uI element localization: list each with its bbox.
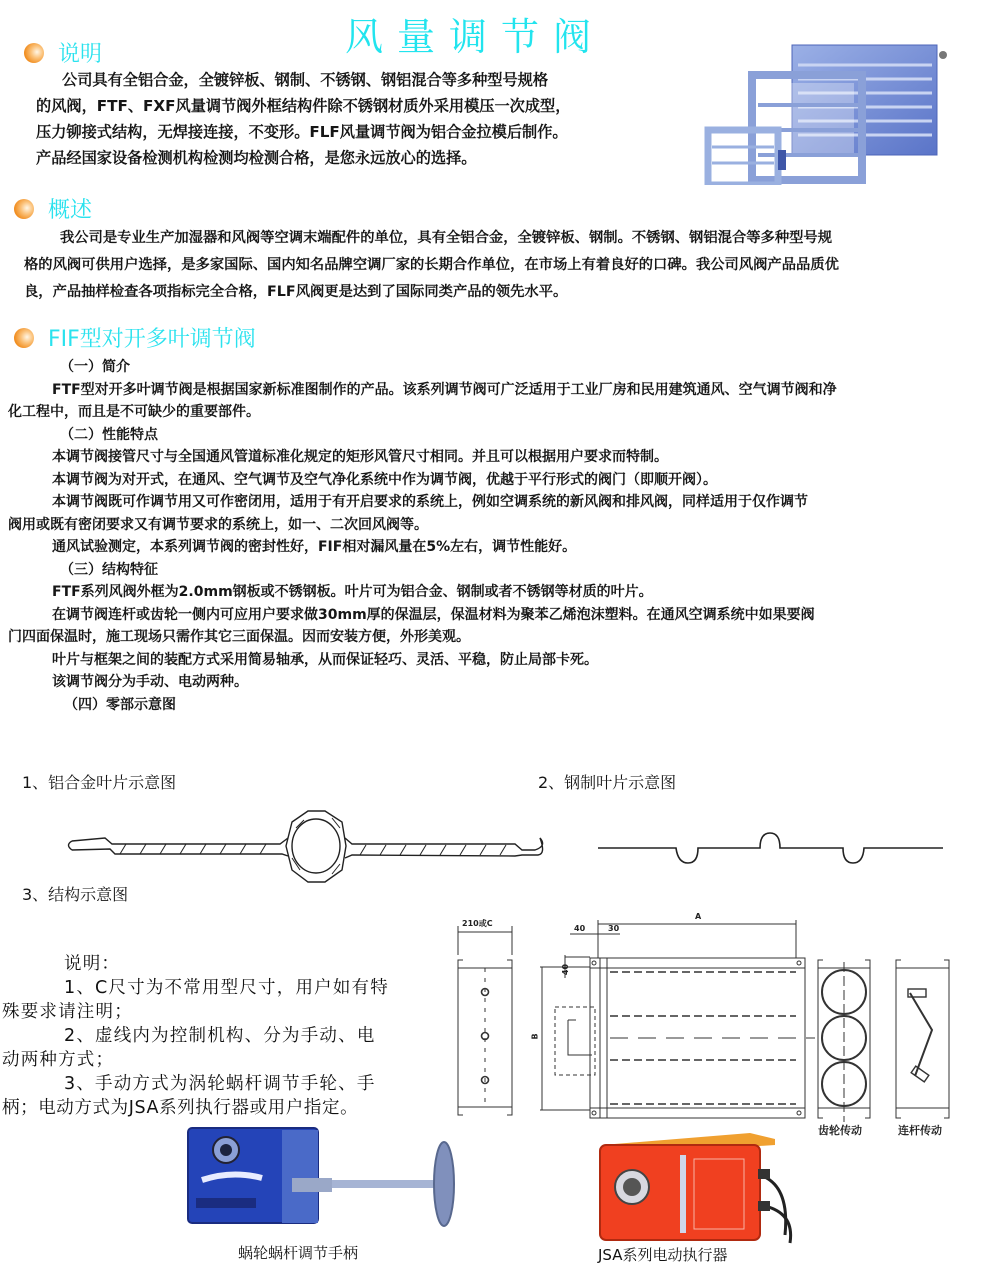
bullet-icon: [24, 43, 44, 63]
structure-diagram: [450, 910, 1000, 1140]
note-line: 殊要求请注明；: [2, 1002, 133, 1022]
body-line: 叶片与框架之间的装配方式采用简易轴承，从而保证轻巧、灵活、平稳，防止局部卡死。: [52, 651, 598, 668]
figure-label-steel-blade: 2、钢制叶片示意图: [538, 773, 677, 792]
intro-paragraph: [36, 67, 676, 171]
linkage-drive-label: 连杆传动: [898, 1124, 942, 1137]
notes-title: 说明：: [64, 954, 121, 974]
subsection-title: （三）结构特征: [60, 561, 158, 578]
subsection-title: （一）简介: [60, 359, 130, 375]
body-line: 阀用或既有密闭要求又有调节要求的系统上，如一、二次回风阀等。: [8, 516, 428, 533]
body-line: FTF系列风阀外框为2.0mm钢板或不锈钢板。叶片可为铝合金、钢制或者不锈钢等材质的叶片。: [52, 584, 653, 600]
dim-c-label: 210或C: [462, 919, 493, 928]
page-title: 风量调节阀: [345, 15, 606, 59]
section-heading-fif: [14, 322, 256, 353]
overview-line: 格的风阀可供用户选择，是多家国际、国内知名品牌空调厂家的长期合作单位，在市场上有着良好的口碑。我公司风阀产品品质优: [24, 257, 839, 273]
dim-b-label: B: [530, 1033, 540, 1040]
subsection-title: （二）性能特点: [60, 426, 158, 443]
overview-line: 我公司是专业生产加湿器和风阀等空调末端配件的单位，具有全铝合金，全镀锌板、钢制。不锈钢、钢铝混合等多种型号规: [60, 230, 833, 246]
body-line: 通风试验测定，本系列调节阀的密封性好，FIF相对漏风量在5%左右，调节性能好。: [52, 539, 577, 555]
body-line: 化工程中，而且是不可缺少的重要部件。: [8, 404, 260, 420]
section-heading-label: 概述: [48, 198, 93, 223]
note-line: 动两种方式；: [2, 1050, 115, 1070]
notes-block: [2, 952, 442, 1120]
bullet-icon: [14, 328, 34, 348]
section-heading-label: 说明: [58, 42, 103, 67]
dim-30-label: 30: [608, 924, 620, 933]
note-line: 柄；电动方式为JSA系列执行器或用户指定。: [2, 1098, 359, 1118]
bullet-icon: [14, 199, 34, 219]
worm-gear-handle-photo: [182, 1120, 472, 1240]
note-line: 2、虚线内为控制机构、分为手动、电: [64, 1026, 376, 1046]
intro-line: 的风阀，FTF、FXF风量调节阀外框结构件除不锈钢材质外采用模压一次成型，: [36, 97, 571, 115]
body-line: 在调节阀连杆或齿轮一侧内可应用户要求做30mm厚的保温层，保温材料为聚苯乙烯泡沫塑料。在通风空调系统中如果要阀: [52, 606, 815, 623]
dim-40-vertical-label: 40: [561, 963, 571, 976]
figure-label-aluminum-blade: 1、铝合金叶片示意图: [22, 773, 177, 792]
gear-drive-label: 齿轮传动: [818, 1124, 862, 1137]
figure-label-structure: 3、结构示意图: [22, 885, 129, 904]
note-line: 1、C尺寸为不常用型尺寸，用户如有特: [64, 978, 389, 998]
steel-blade-diagram: [598, 825, 948, 875]
aluminum-blade-diagram: [60, 808, 560, 888]
section-heading-overview: [14, 193, 92, 224]
subsection-title: （四）零部示意图: [64, 696, 176, 713]
body-line: 门四面保温时，施工现场只需作其它三面保温。因而安装方便，外形美观。: [8, 629, 470, 645]
note-line: 3、手动方式为涡轮蜗杆调节手轮、手: [64, 1074, 376, 1094]
body-line: 该调节阀分为手动、电动两种。: [52, 674, 248, 690]
fif-body: [8, 356, 993, 716]
overview-line: 良，产品抽样检查各项指标完全合格，FLF风阀更是达到了国际同类产品的领先水平。: [24, 284, 568, 300]
electric-actuator-caption: JSA系列电动执行器: [598, 1246, 728, 1264]
overview-paragraph: [24, 225, 994, 306]
electric-actuator-photo: [590, 1125, 805, 1250]
worm-gear-handle-caption: 蜗轮蜗杆调节手柄: [238, 1244, 359, 1262]
intro-line: 产品经国家设备检测机构检测均检测合格，是您永远放心的选择。: [36, 149, 477, 167]
intro-line: 公司具有全铝合金，全镀锌板、钢制、不锈钢、钢铝混合等多种型号规格: [62, 71, 548, 89]
body-line: 本调节阀既可作调节用又可作密闭用，适用于有开启要求的系统上，例如空调系统的新风阀和排风阀，同样适用于仅作调节: [52, 494, 808, 510]
body-line: 本调节阀为对开式，在通风、空气调节及空气净化系统中作为调节阀，优越于平行形式的阀门（即顺开阀）。: [52, 471, 717, 488]
section-heading-intro: [24, 37, 102, 68]
body-line: FTF型对开多叶调节阀是根据国家新标准图制作的产品。该系列调节阀可广泛适用于工业厂房和民用建筑通风、空气调节阀和净: [52, 381, 837, 398]
dim-a-label: A: [695, 912, 702, 921]
intro-line: 压力铆接式结构，无焊接连接，不变形。FLF风量调节阀为铝合金拉模后制作。: [36, 123, 568, 141]
dim-40-label: 40: [574, 924, 586, 933]
section-heading-label: FIF型对开多叶调节阀: [48, 327, 256, 352]
damper-product-photo: [700, 35, 980, 185]
body-line: 本调节阀接管尺寸与全国通风管道标准化规定的矩形风管尺寸相同。并且可以根据用户要求而特制。: [52, 449, 668, 465]
